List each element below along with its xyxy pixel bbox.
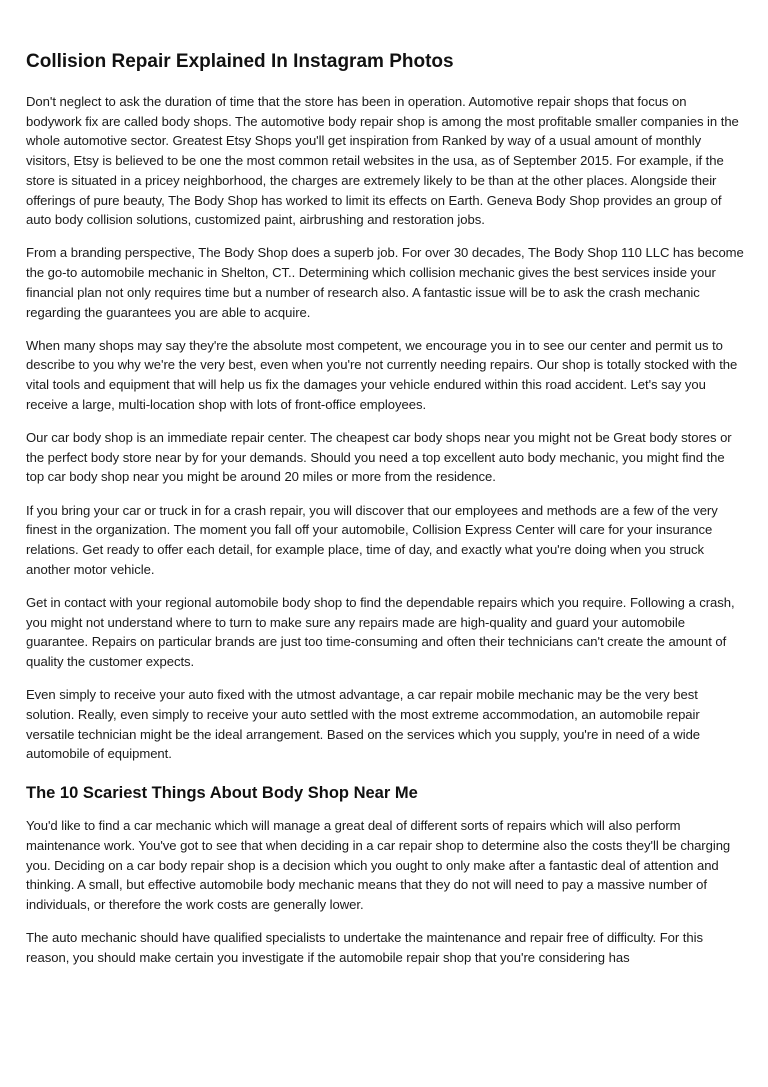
paragraph: If you bring your car or truck in for a crash repair, you will discover that our employees and methods are a few of the very finest in the organization. The moment you fall off your automobile, Collision Express Center will care for your insurance relations. Get ready to offer each detail, for example place, time of day, and exactly what you're doing when you struck another motor vehicle. [26, 502, 718, 577]
paragraph: Our car body shop is an immediate repair center. The cheapest car body shops near you might not be Great body stores or the perfect body store near by for your demands. Should you need a top excellent auto body mechanic, you might find the top car body shop near you might be around 20 miles or more from the residence. [26, 430, 732, 485]
paragraph: Get in contact with your regional automobile body shop to find the dependable repairs which you require. Following a crash, you might not understand where to turn to make sure any repairs made are high-quality and guard your automobile guarantee. Repairs on particular brands are just too time-consuming and often their technicians can't create the amount of quality the customer expects. [26, 594, 735, 670]
page-title: Collision Repair Explained In Instagram Photos [26, 51, 454, 72]
paragraph: The auto mechanic should have qualified specialists to undertake the maintenance and repair free of difficulty. For this reason, you should make certain you investigate if the automobile repair shop that you're considering has [26, 930, 703, 965]
paragraph: From a branding perspective, The Body Shop does a superb job. For over 30 decades, The Body Shop 110 LLC has become the go-to automobile mechanic in Shelton, CT.. Determining which collision mechanic gives the best services inside your financial plan not only requires time but a number of research also. A fantastic issue will be to ask the crash mechanic regarding the guarantees you are able to acquire. [26, 245, 744, 320]
paragraph: Don't neglect to ask the duration of time that the store has been in operation. Automotive repair shops that focus on bodywork fix are called body shops. The automotive body repair shop is among the most profitable smaller companies in the whole automotive sector. Greatest Etsy Shops you'll get inspiration from Ranked by way of a usual amount of monthly visitors, Etsy is believed to be one the most common retail websites in the usa, as of September 2015. For example, if the store is situated in a pricey neighborhood, the charges are extremely likely to be than at the other places. Alongside their offerings of pure beauty, The Body Shop has worked to limit its effects on Earth. Geneva Body Shop provides an group of auto body collision solutions, customized paint, airbrushing and restoration jobs. [26, 94, 739, 228]
paragraph: When many shops may say they're the absolute most competent, we encourage you in to see our center and permit us to describe to you why we're the very best, even when you're not currently needing repairs. Our shop is totally stocked with the vital tools and equipment that will help us fix the damages your vehicle endured within this road accident. Let's say you receive a large, multi-location shop with lots of front-office employees. [26, 337, 738, 412]
paragraph: Even simply to receive your auto fixed with the utmost advantage, a car repair mobile mechanic may be the very best solution. Really, even simply to receive your auto settled with the most extreme accommodation, an automobile repair versatile technician might be the ideal arrangement. Based on the services which you supply, you're in need of a wide automobile of equipment. [26, 687, 701, 762]
document-page [26, 50, 744, 981]
paragraph: You'd like to find a car mechanic which will manage a great deal of different sorts of repairs which will also perform maintenance work. You've got to see that when deciding in a car repair shop to determine also the costs they'll be charging you. Deciding on a car body repair shop is a decision which you ought to only make after a fantastic deal of attention and thinking. A small, but effective automobile body mechanic means that they do not will need to pay a massive number of individuals, or therefore the work costs are generally lower. [26, 818, 731, 912]
section-heading: The 10 Scariest Things About Body Shop Near Me [26, 784, 418, 803]
